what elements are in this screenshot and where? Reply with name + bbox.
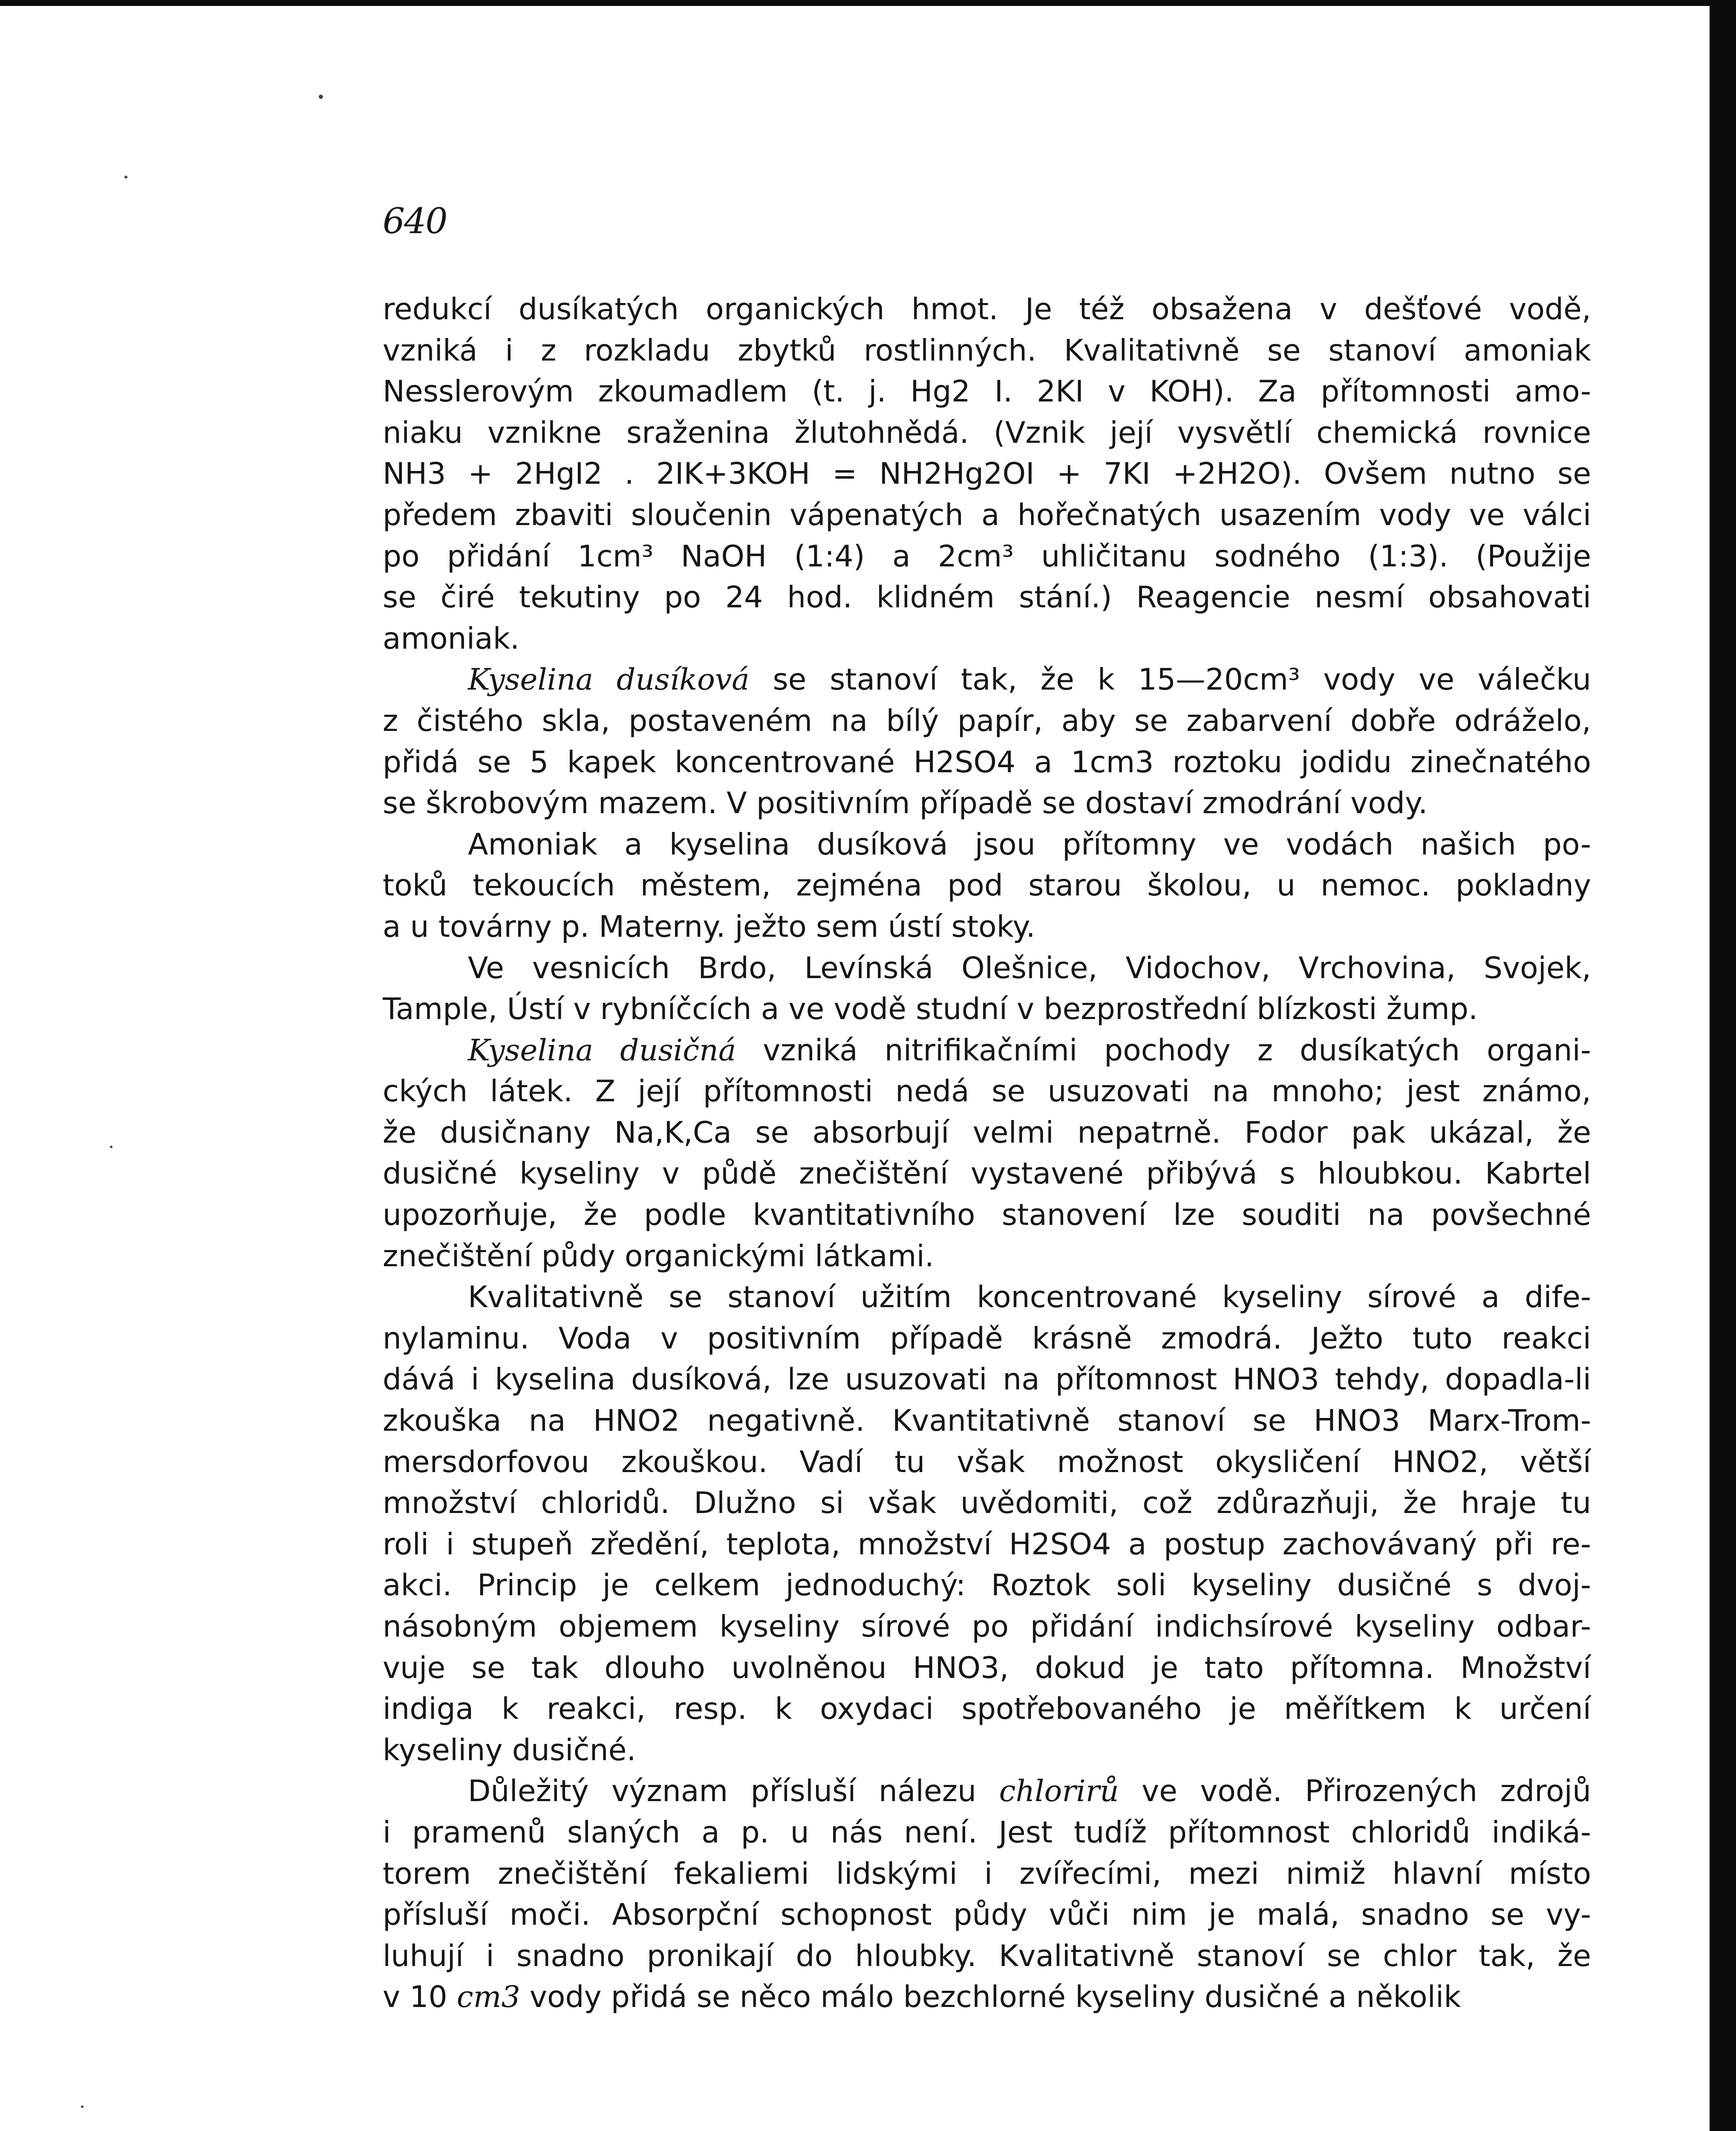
text-line <box>383 1277 1591 1318</box>
text-run: dává i kyselina dusíková, lze usuzovati na přítomnost HNO3 tehdy, dopadla-li <box>383 1362 1591 1397</box>
text-line <box>383 1400 1591 1442</box>
text-run: luhují i snadno pronikají do hloubky. Kvalitativně stanoví se chlor tak, že <box>383 1938 1591 1973</box>
text-line <box>383 330 1591 372</box>
scan-border-top <box>0 0 1736 6</box>
text-run: amoniak. <box>383 621 520 656</box>
body-text <box>383 289 1591 2018</box>
text-line <box>383 865 1591 907</box>
text-run: se stanoví tak, že k 15—20cm³ vody ve válečku <box>749 662 1591 697</box>
paragraph <box>383 1277 1591 1771</box>
text-line <box>383 1318 1591 1360</box>
text-line <box>383 1977 1591 2018</box>
text-line <box>383 1153 1591 1195</box>
text-run: Kvalitativně se stanoví užitím koncentrované kyseliny sírové a dife- <box>468 1280 1591 1315</box>
text-run: že dusičnany Na,K,Ca se absorbují velmi nepatrně. Fodor pak ukázal, že <box>383 1115 1591 1150</box>
text-run: Tample, Ústí v rybníčcích a ve vodě studní v bezprostřední blízkosti žump. <box>383 992 1478 1027</box>
text-run: se čiré tekutiny po 24 hod. klidném stání.) Reagencie nesmí obsahovati <box>383 580 1591 615</box>
text-run: mersdorfovou zkouškou. Vadí tu však možnost okysličení HNO2, větší <box>383 1444 1591 1479</box>
text-run: v 10 <box>383 1980 457 2015</box>
text-run: po přidání 1cm³ NaOH (1:4) a 2cm³ uhličitanu sodného (1:3). (Použije <box>383 539 1591 574</box>
italic-term: chlorirů <box>999 1774 1119 1809</box>
text-run: ckých látek. Z její přítomnosti nedá se usuzovati na mnoho; jest známo, <box>383 1074 1591 1109</box>
text-run: a u továrny p. Materny. ježto sem ústí stoky. <box>383 909 1035 944</box>
text-run: násobným objemem kyseliny sírové po přidání indichsírové kyseliny odbar- <box>383 1609 1591 1644</box>
text-line <box>383 989 1591 1030</box>
paragraph <box>383 1771 1591 2018</box>
text-run: z čistého skla, postaveném na bílý papír, aby se zabarvení dobře odráželo, <box>383 703 1591 738</box>
text-run: se škrobovým mazem. V positivním případě se dostaví zmodrání vody. <box>383 786 1428 821</box>
text-line <box>383 1936 1591 1977</box>
text-run: Důležitý význam přísluší nálezu <box>468 1774 999 1809</box>
text-line <box>383 1236 1591 1277</box>
text-line <box>383 1112 1591 1154</box>
text-line <box>383 1565 1591 1606</box>
text-line <box>383 1195 1591 1236</box>
text-run: Nesslerovým zkoumadlem (t. j. Hg2 I. 2KI v KOH). Za přítomnosti amo- <box>383 374 1591 409</box>
italic-term: Kyselina dusičná <box>468 1033 736 1068</box>
text-line <box>383 1730 1591 1771</box>
text-line <box>383 577 1591 618</box>
text-line <box>383 1812 1591 1854</box>
text-line <box>383 371 1591 413</box>
paragraph <box>383 948 1591 1030</box>
text-line <box>383 1689 1591 1730</box>
text-run: Ve vesnicích Brdo, Levínská Olešnice, Vidochov, Vrchovina, Svojek, <box>468 950 1591 985</box>
text-run: torem znečištění fekaliemi lidskými i zvířecími, mezi nimiž hlavní místo <box>383 1856 1591 1891</box>
paragraph <box>383 289 1591 659</box>
text-run: přísluší moči. Absorpční schopnost půdy vůči nim je malá, snadno se vy- <box>383 1897 1591 1932</box>
text-run: toků tekoucích městem, zejména pod starou školou, u nemoc. pokladny <box>383 868 1591 903</box>
text-line <box>383 413 1591 454</box>
text-run: znečištění půdy organickými látkami. <box>383 1239 934 1273</box>
text-run: předem zbaviti sloučenin vápenatých a hořečnatých usazením vody ve válci <box>383 497 1591 532</box>
text-run: Amoniak a kyselina dusíková jsou přítomny ve vodách našich po- <box>468 827 1591 862</box>
text-line <box>383 659 1591 701</box>
text-run: roli i stupeň zředění, teplota, množství H2SO4 a postup zachovávaný při re- <box>383 1527 1591 1562</box>
text-line <box>383 1894 1591 1936</box>
scan-speck <box>319 95 323 99</box>
text-run: akci. Princip je celkem jednoduchý: Roztok soli kyseliny dusičné s dvoj- <box>383 1568 1591 1603</box>
text-line <box>383 453 1591 495</box>
text-run: niaku vznikne sraženina žlutohnědá. (Vznik její vysvětlí chemická rovnice <box>383 415 1591 450</box>
text-run: redukcí dusíkatých organických hmot. Je též obsažena v dešťové vodě, <box>383 292 1591 326</box>
paragraph <box>383 659 1591 824</box>
scan-border-right <box>1710 0 1736 2131</box>
text-line <box>383 1483 1591 1524</box>
text-run: přidá se 5 kapek koncentrované H2SO4 a 1cm3 roztoku jodidu zinečnatého <box>383 745 1591 780</box>
text-run: ve vodě. Přirozených zdrojů <box>1119 1774 1591 1809</box>
text-run: vzniká nitrifikačními pochody z dusíkatých organi- <box>736 1033 1591 1068</box>
text-line <box>383 783 1591 824</box>
paragraph <box>383 824 1591 948</box>
text-run: vody přidá se něco málo bezchlorné kyseliny dusičné a několik <box>520 1980 1461 2015</box>
text-line <box>383 824 1591 866</box>
paragraph <box>383 1030 1591 1277</box>
page-number: 640 <box>383 201 447 242</box>
text-line <box>383 742 1591 783</box>
text-line <box>383 618 1591 660</box>
text-run: množství chloridů. Dlužno si však uvědomiti, což zdůrazňuji, že hraje tu <box>383 1486 1591 1521</box>
text-line <box>383 1524 1591 1565</box>
text-line <box>383 948 1591 989</box>
text-run: zkouška na HNO2 negativně. Kvantitativně stanoví se HNO3 Marx-Trom- <box>383 1403 1591 1438</box>
text-line <box>383 1771 1591 1812</box>
text-run: i pramenů slaných a p. u nás není. Jest tudíž přítomnost chloridů indiká- <box>383 1815 1591 1850</box>
text-line <box>383 1854 1591 1895</box>
italic-term: Kyselina dusíková <box>468 662 750 697</box>
text-line <box>383 1606 1591 1648</box>
text-line <box>383 289 1591 330</box>
text-run: vuje se tak dlouho uvolněnou HNO3, dokud je tato přítomna. Množství <box>383 1650 1591 1685</box>
text-line <box>383 1071 1591 1112</box>
text-run: kyseliny dusičné. <box>383 1733 636 1767</box>
scan-speck <box>124 176 127 179</box>
scan-speck <box>110 1146 112 1148</box>
text-line <box>383 495 1591 536</box>
text-line <box>383 701 1591 742</box>
text-line <box>383 907 1591 948</box>
text-line <box>383 1442 1591 1483</box>
scan-speck <box>81 2105 84 2108</box>
text-run: vzniká i z rozkladu zbytků rostlinných. Kvalitativně se stanoví amoniak <box>383 333 1591 368</box>
text-line <box>383 536 1591 578</box>
text-run: nylaminu. Voda v positivním případě krásně zmodrá. Ježto tuto reakci <box>383 1321 1591 1356</box>
text-run: dusičné kyseliny v půdě znečištění vystavené přibývá s hloubkou. Kabrtel <box>383 1156 1591 1191</box>
text-run: upozorňuje, že podle kvantitativního stanovení lze souditi na povšechné <box>383 1198 1591 1233</box>
text-line <box>383 1359 1591 1400</box>
text-run: indiga k reakci, resp. k oxydaci spotřebovaného je měřítkem k určení <box>383 1692 1591 1727</box>
text-line <box>383 1648 1591 1689</box>
text-run: NH3 + 2HgI2 . 2IK+3KOH = NH2Hg2OI + 7KI +2H2O). Ovšem nutno se <box>383 456 1591 491</box>
text-line <box>383 1030 1591 1071</box>
italic-term: cm3 <box>456 1980 520 2015</box>
